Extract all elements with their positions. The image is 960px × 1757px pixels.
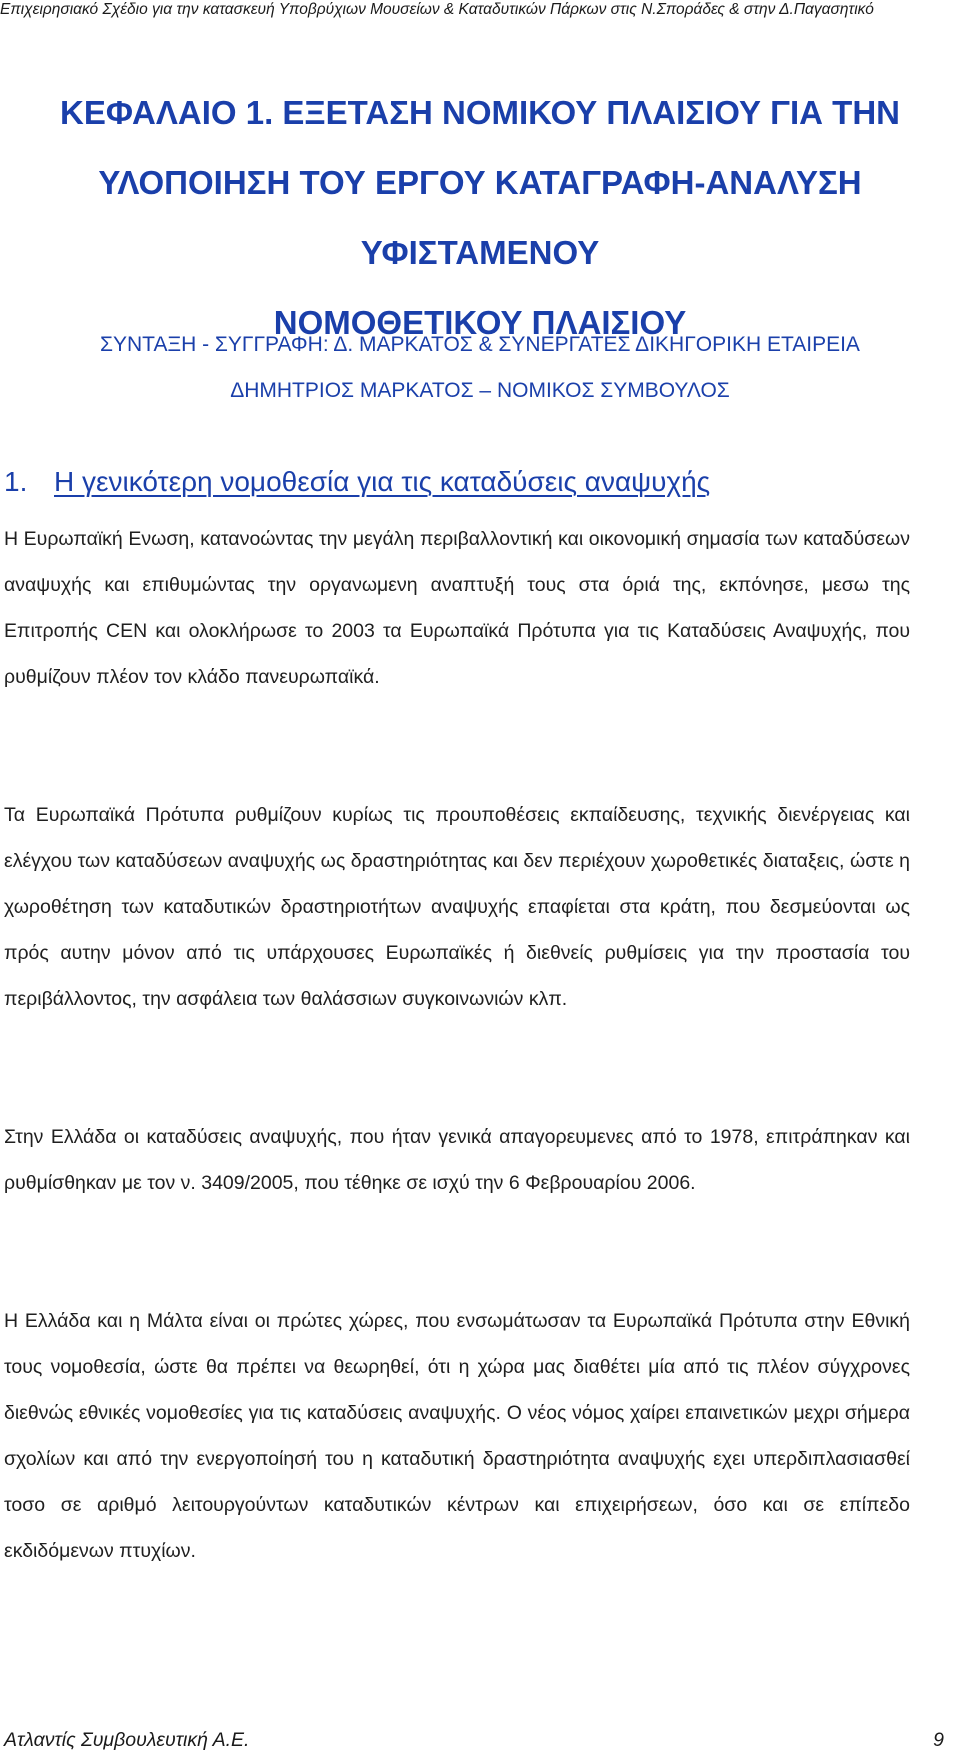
authors-line-2: ΔΗΜΗΤΡΙΟΣ ΜΑΡΚΑΤΟΣ – ΝΟΜΙΚΟΣ ΣΥΜΒΟΥΛΟΣ: [230, 379, 730, 402]
section-heading-text: Η γενικότερη νομοθεσία για τις καταδύσεις αναψυχής: [54, 466, 711, 497]
footer-company: Ατλαντίς Συμβουλευτική Α.Ε.: [4, 1729, 250, 1751]
paragraph-3: Στην Ελλάδα οι καταδύσεις αναψυχής, που ήταν γενικά απαγορευμενες από το 1978, επιτράπηκαν και ρυθμίσθηκαν με τον ν. 3409/2005, που τέθηκε σε ισχύ την 6 Φεβρουαρίου 2006.: [4, 1126, 910, 1194]
section-heading: [4, 462, 944, 502]
page-number: 9: [933, 1729, 944, 1751]
authors-block: [0, 322, 960, 414]
paragraph-4: Η Ελλάδα και η Μάλτα είναι οι πρώτες χώρες, που ενσωμάτωσαν τα Ευρωπαϊκά Πρότυπα στην Εθνική τους νομοθεσία, ώστε θα πρέπει να θεωρηθεί, ότι η χώρα μας διαθέτει μία από τις πλέον σύγχρονες διεθνώς εθνικές νομοθεσίες για τις καταδύσεις αναψυχής. Ο νέος νόμος χαίρει επαινετικών μεχρι σήμερα σχολίων και από την ενεργοποίησή του η καταδυτική δραστηριότητα αναψυχής εχει υπερδιπλασιασθεί τοσο σε αριθμό λειτουργούντων καταδυτικών κέντρων και επιχειρήσεων, όσο και σε επίπεδο εκδιδόμενων πτυχίων.: [4, 1310, 910, 1562]
chapter-title-line-2: ΥΛΟΠΟΙΗΣΗ ΤΟΥ ΕΡΓΟΥ ΚΑΤΑΓΡΑΦΗ-ΑΝΑΛΥΣΗ ΥΦΙΣΤΑΜΕΝΟΥ: [98, 164, 862, 271]
chapter-title: [0, 78, 960, 358]
running-footer: [4, 1726, 944, 1754]
chapter-title-line-1: ΚΕΦΑΛΑΙΟ 1. ΕΞΕΤΑΣΗ ΝΟΜΙΚΟΥ ΠΛΑΙΣΙΟΥ ΓΙΑ ΤΗΝ: [60, 94, 900, 131]
authors-line-1: ΣΥΝΤΑΞΗ - ΣΥΓΓΡΑΦΗ: Δ. ΜΑΡΚΑΤΟΣ & ΣΥΝΕΡΓΑΤΕΣ ΔΙΚΗΓΟΡΙΚΗ ΕΤΑΙΡΕΙΑ: [100, 333, 860, 356]
section-number: 1.: [4, 466, 28, 497]
paragraph-1: Η Ευρωπαϊκή Ενωση, κατανοώντας την μεγάλη περιβαλλοντική και οικονομική σημασία των καταδύσεων αναψυχής και επιθυμώντας την οργανωμενη αναπτυξή τους στα όριά της, εκπόνησε, μεσω της Επιτροπής CEN και ολοκλήρωσε το 2003 τα Ευρωπαϊκά Πρότυπα για τις Καταδύσεις Αναψυχής, που ρυθμίζουν πλέον τον κλάδο πανευρωπαϊκά.: [4, 528, 910, 688]
paragraph-2: Τα Ευρωπαϊκά Πρότυπα ρυθμίζουν κυρίως τις προυποθέσεις εκπαίδευσης, τεχνικής διενέργειας και ελέγχου των καταδύσεων αναψυχής ως δραστηριότητας και δεν περιέχουν χωροθετικές διαταξεις, ώστε η χωροθέτηση των καταδυτικών δραστηριοτήτων αναψυχής επαφίεται στα κράτη, που δεσμεύονται ως πρός αυτην μόνον από τις υπάρχουσες Ευρωπαϊκές ή διεθνείς ρυθμίσεις για την προστασία του περιβάλλοντος, την ασφάλεια των θαλάσσιων συγκοινωνιών κλπ.: [4, 804, 910, 1010]
chapter-title-line-3: ΝΟΜΟΘΕΤΙΚΟΥ ΠΛΑΙΣΙΟΥ: [273, 304, 687, 341]
running-header: Επιχειρησιακό Σχέδιο για την κατασκευή Υποβρύχιων Μουσείων & Καταδυτικών Πάρκων στις Ν.Σποράδες & στην Δ.Παγασητικό: [0, 1, 874, 18]
